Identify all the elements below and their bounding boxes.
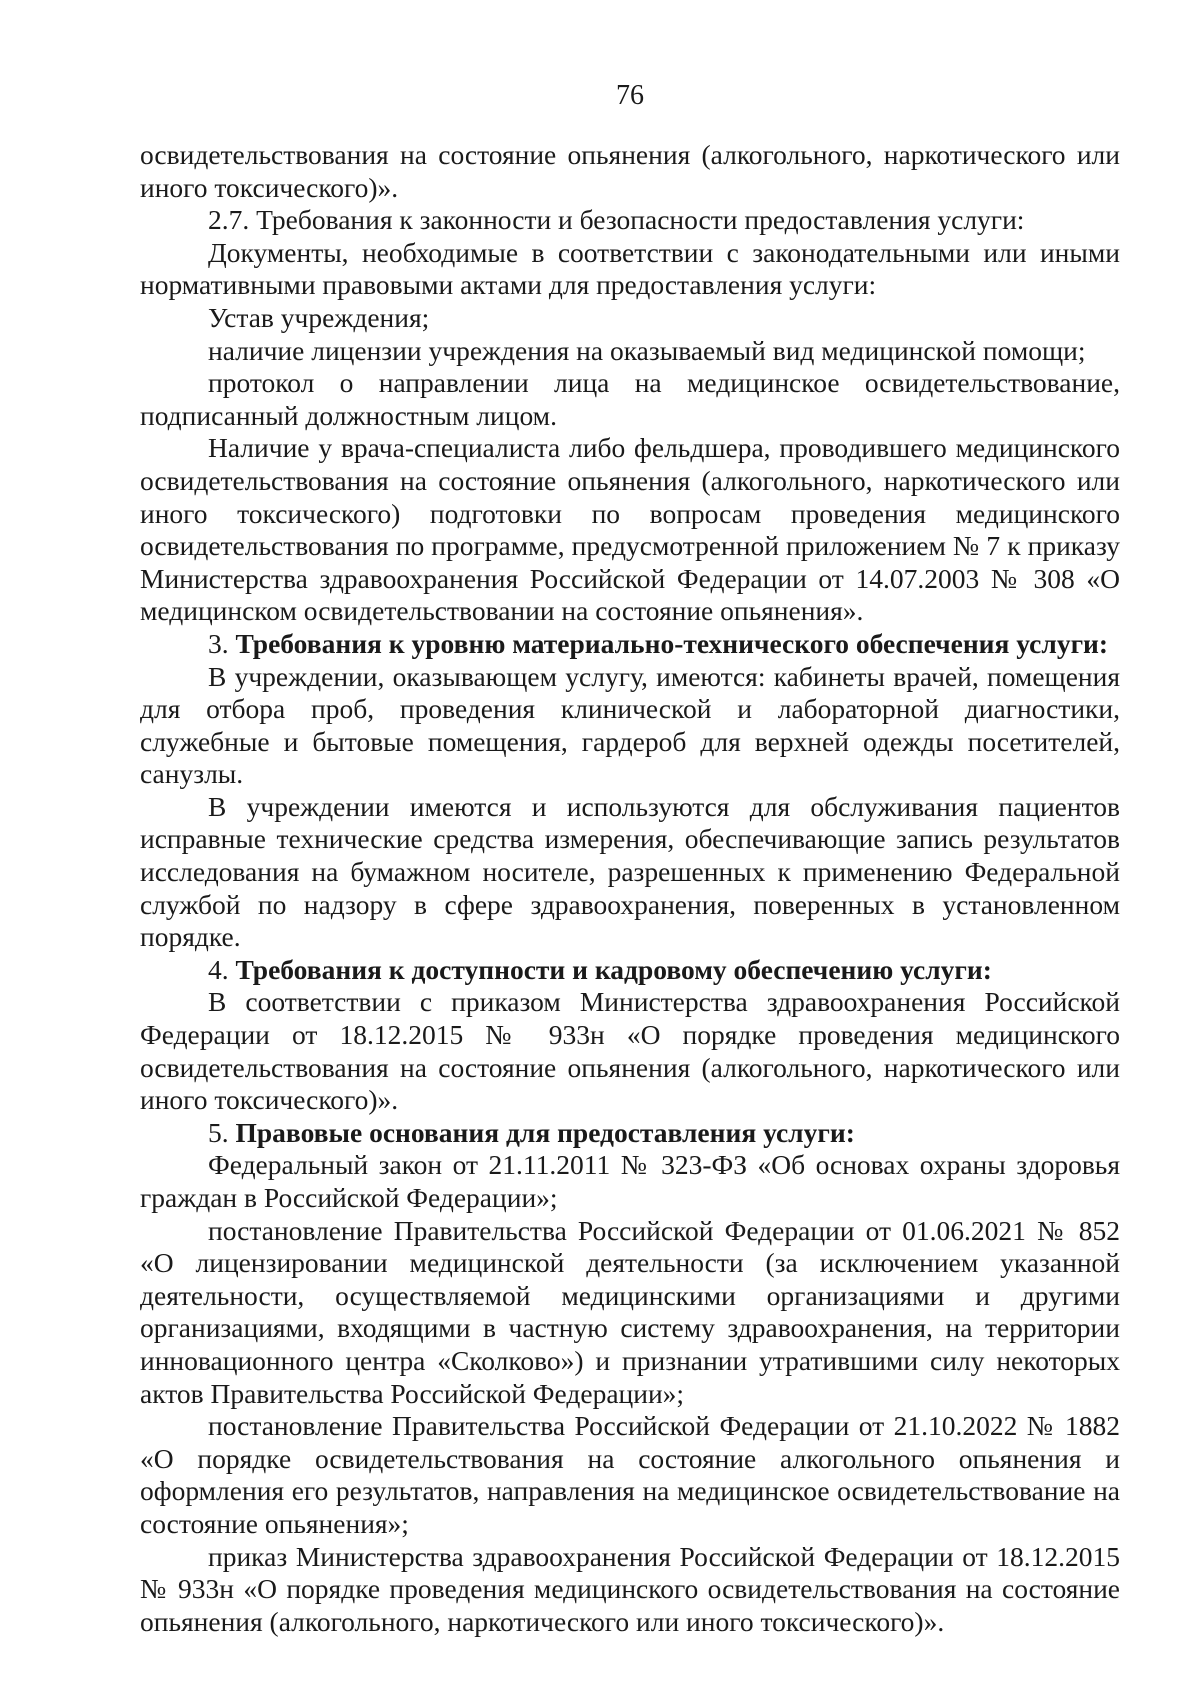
section-5-number: 5. [208, 1116, 236, 1148]
page-number: 76 [616, 80, 644, 111]
paragraph-continuation: освидетельствования на состояние опьянения (алкогольного, наркотического или иного токсического)». [140, 139, 1120, 203]
list-item-charter: Устав учреждения; [208, 301, 430, 333]
document-body [140, 139, 1120, 1638]
section-2-7-heading: 2.7. Требования к законности и безопасности предоставления услуги: [208, 204, 1025, 236]
section-5-title: Правовые основания для предоставления услуги: [235, 1116, 855, 1148]
section-4-number: 4. [208, 953, 236, 985]
list-item-license: наличие лицензии учреждения на оказываемый вид медицинской помощи; [208, 334, 1086, 366]
paragraph-premises: В учреждении, оказывающем услугу, имеются: кабинеты врачей, помещения для отбора проб, проведения клинической и лабораторной диагностики, служебные и бытовые помещения, гардероб для верхней одежды посетителей, санузлы. [140, 660, 1120, 790]
section-3-heading [140, 628, 1120, 661]
legal-basis-federal-law: Федеральный закон от 21.11.2011 № 323-ФЗ «Об основах охраны здоровья граждан в Российской Федерации»; [140, 1149, 1120, 1213]
paragraph-equipment: В учреждении имеются и используются для обслуживания пациентов исправные технические средства измерения, обеспечивающие запись результатов исследования на бумажном носителе, разрешенных к применению Федеральной службой по надзору в сфере здравоохранения, поверенных в установленном порядке. [140, 790, 1120, 953]
section-3-number: 3. [208, 627, 236, 659]
legal-basis-order-933n: приказ Министерства здравоохранения Российской Федерации от 18.12.2015 № 933н «О порядке проведения медицинского освидетельствования на состояние опьянения (алкогольного, наркотического или иного токсического)». [140, 1540, 1120, 1637]
paragraph-order-933n: В соответствии с приказом Министерства здравоохранения Российской Федерации от 18.12.2015 № 933н «О порядке проведения медицинского освидетельствования на состояние опьянения (алкогольного, наркотического или иного токсического)». [140, 986, 1120, 1116]
legal-basis-resolution-1882: постановление Правительства Российской Федерации от 21.10.2022 № 1882 «О порядке освидетельствования на состояние алкогольного опьянения и оформления его результатов, направления на медицинское освидетельствование на состояние опьянения»; [140, 1410, 1120, 1539]
section-4-title: Требования к доступности и кадровому обеспечению услуги: [235, 953, 992, 985]
section-5-heading [140, 1117, 1120, 1150]
legal-basis-resolution-852: постановление Правительства Российской Федерации от 01.06.2021 № 852 «О лицензировании медицинской деятельности (за исключением указанной деятельности, осуществляемой медицинскими организациями и другими организациями, входящими в частную систему здравоохранения, на территории инновационного центра «Сколково») и признании утратившими силу некоторых актов Правительства Российской Федерации»; [140, 1214, 1120, 1409]
list-item-protocol: протокол о направлении лица на медицинское освидетельствование, подписанный должностным лицом. [140, 367, 1120, 431]
section-3-title: Требования к уровню материально-технического обеспечения услуги: [235, 627, 1109, 659]
paragraph-documents-intro: Документы, необходимые в соответствии с законодательными или иными нормативными правовыми актами для предоставления услуги: [140, 236, 1120, 301]
paragraph-specialist-training: Наличие у врача-специалиста либо фельдшера, проводившего медицинского освидетельствования на состояние опьянения (алкогольного, наркотического или иного токсического) подготовки по вопросам проведения медицинского освидетельствования по программе, предусмотренной приложением № 7 к приказу Министерства здравоохранения Российской Федерации от 14.07.2003 № 308 «О медицинском освидетельствовании на состояние опьянения». [140, 432, 1120, 627]
section-4-heading [140, 954, 1120, 987]
